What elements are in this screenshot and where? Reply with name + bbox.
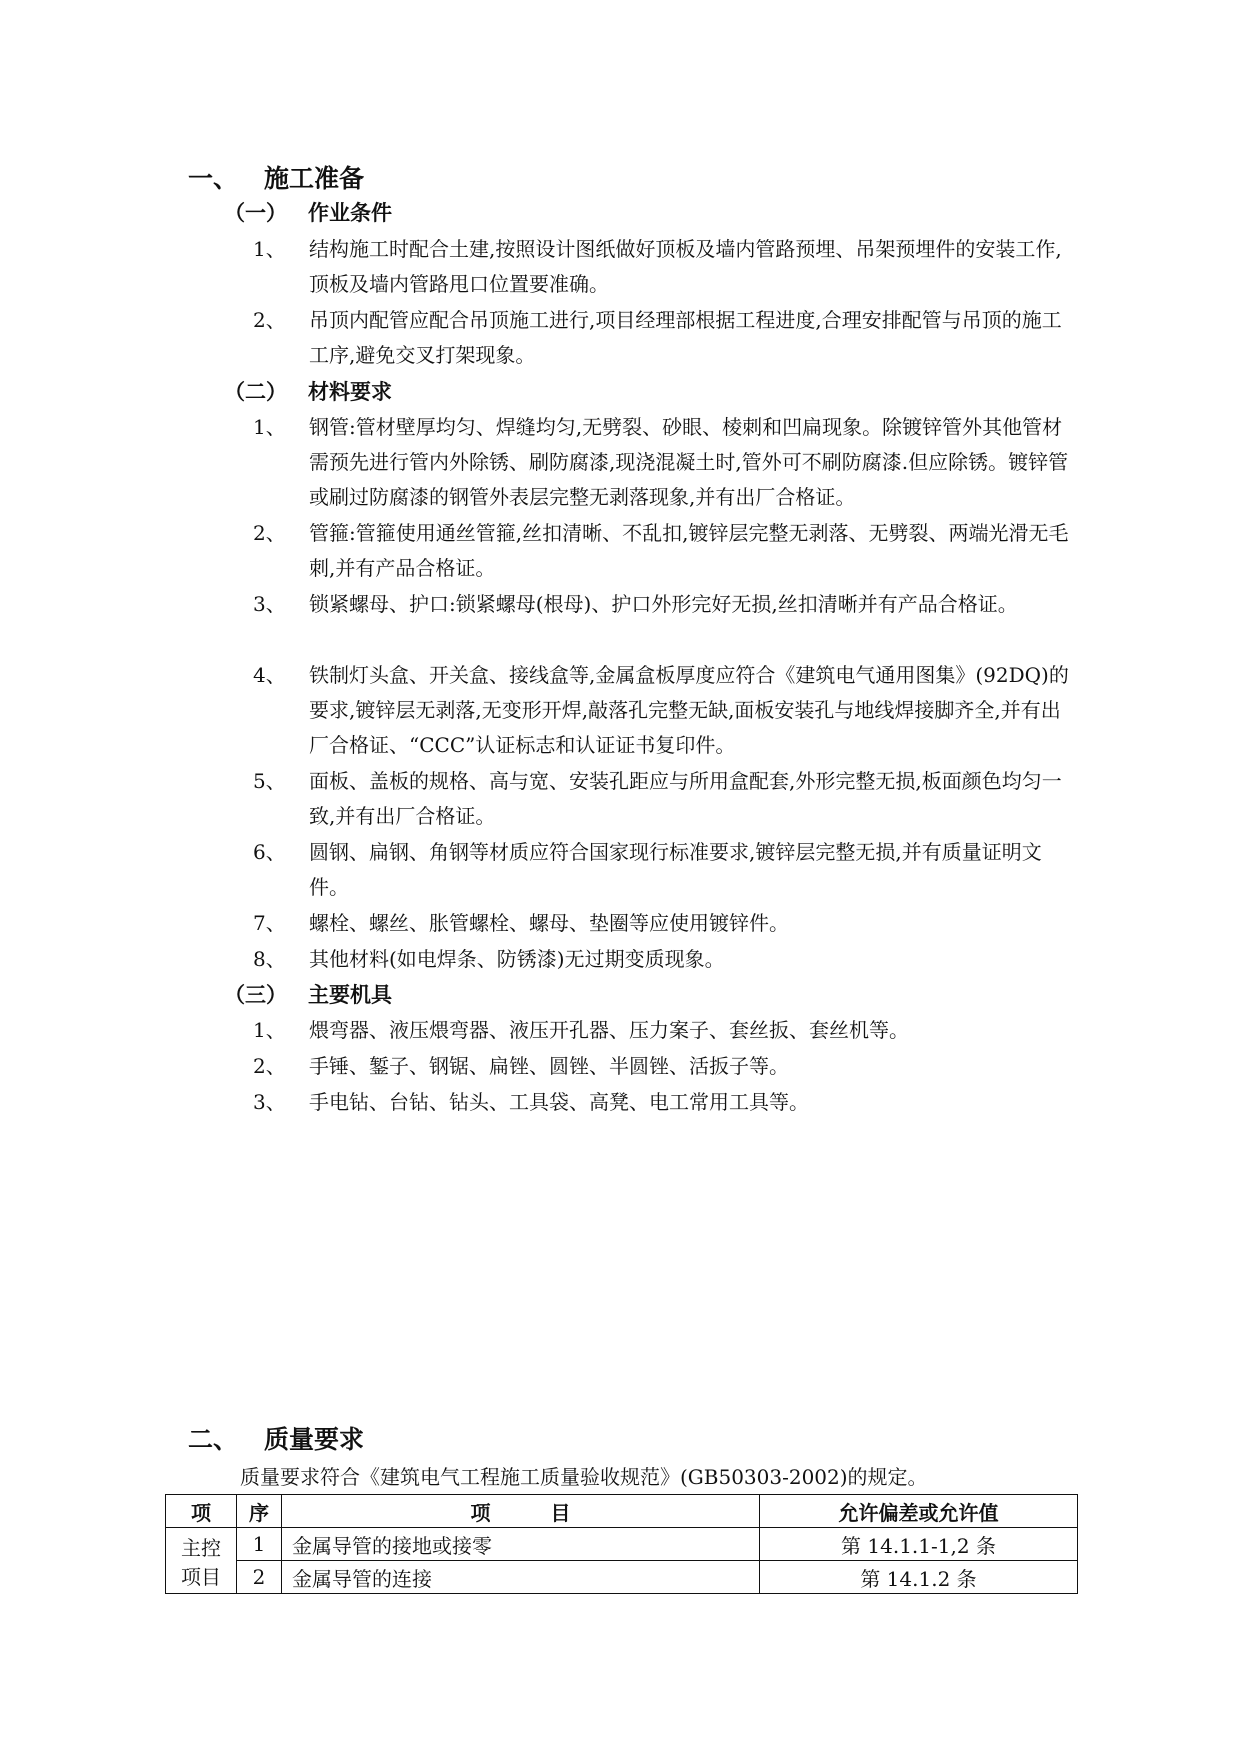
list-item — [253, 232, 1073, 302]
subsection-1-number: （一） — [224, 200, 287, 225]
section-1-heading — [188, 161, 364, 197]
list-item-text: 其他材料(如电焊条、防锈漆)无过期变质现象。 — [309, 947, 725, 971]
header-item: 项 目 — [282, 1495, 760, 1528]
quality-intro: 质量要求符合《建筑电气工程施工质量验收规范》(GB50303-2002)的规定。 — [240, 1465, 928, 1489]
subsection-2-number: （二） — [224, 379, 287, 404]
category-cell — [166, 1528, 237, 1594]
section-2-heading — [188, 1422, 364, 1458]
category-line-2: 项目 — [181, 1564, 221, 1589]
list-item-number: 1、 — [253, 1018, 286, 1042]
list-item — [253, 835, 1073, 905]
list-item-number: 3、 — [253, 592, 286, 616]
subsection-1-title: 作业条件 — [308, 200, 392, 225]
table-row — [166, 1528, 1078, 1561]
list-item-number: 2、 — [253, 521, 286, 545]
list-item-number: 2、 — [253, 1054, 286, 1078]
list-item — [253, 1085, 1073, 1120]
list-item — [253, 410, 1073, 515]
list-item-text: 手锤、錾子、钢锯、扁锉、圆锉、半圆锉、活扳子等。 — [309, 1054, 789, 1078]
list-item-number: 3、 — [253, 1090, 286, 1114]
list-item-text: 结构施工时配合土建,按照设计图纸做好顶板及墙内管路预埋、吊架预埋件的安装工作,顶板及墙内管路甩口位置要准确。 — [309, 237, 1062, 296]
subsection-3-number: （三） — [224, 982, 287, 1007]
list-item-text: 吊顶内配管应配合吊顶施工进行,项目经理部根据工程进度,合理安排配管与吊顶的施工工序,避免交叉打架现象。 — [309, 308, 1062, 367]
section-1-number: 一、 — [188, 164, 239, 193]
table-row — [166, 1561, 1078, 1594]
subsection-2-title: 材料要求 — [308, 379, 392, 404]
list-item-number: 8、 — [253, 947, 286, 971]
table-header-row — [166, 1495, 1078, 1528]
list-item — [253, 516, 1073, 586]
subsection-1-heading — [224, 196, 392, 230]
list-item-text: 螺栓、螺丝、胀管螺栓、螺母、垫圈等应使用镀锌件。 — [309, 911, 789, 935]
list-item — [253, 906, 1073, 941]
list-item — [253, 303, 1073, 373]
section-1-title: 施工准备 — [264, 164, 365, 193]
list-item — [253, 942, 1073, 977]
sequence-cell: 2 — [237, 1561, 282, 1594]
list-item-text: 面板、盖板的规格、高与宽、安装孔距应与所用盒配套,外形完整无损,板面颜色均匀一致,并有出厂合格证。 — [309, 769, 1062, 828]
header-category: 项 — [166, 1495, 237, 1528]
item-cell: 金属导管的连接 — [282, 1561, 760, 1594]
section-2-title: 质量要求 — [264, 1425, 365, 1454]
list-item-number: 5、 — [253, 769, 286, 793]
list-item-number: 7、 — [253, 911, 286, 935]
list-item-number: 1、 — [253, 415, 286, 439]
list-item-text: 手电钻、台钻、钻头、工具袋、高凳、电工常用工具等。 — [309, 1090, 809, 1114]
subsection-2-heading — [224, 375, 392, 409]
section-2-number: 二、 — [188, 1425, 239, 1454]
header-allowed-value: 允许偏差或允许值 — [760, 1495, 1078, 1528]
sequence-cell: 1 — [237, 1528, 282, 1561]
subsection-3-heading — [224, 978, 392, 1012]
list-item-number: 4、 — [253, 663, 286, 687]
list-item — [253, 587, 1073, 622]
list-item-number: 6、 — [253, 840, 286, 864]
list-item-text: 锁紧螺母、护口:锁紧螺母(根母)、护口外形完好无损,丝扣清晰并有产品合格证。 — [309, 592, 1018, 616]
list-item-text: 圆钢、扁钢、角钢等材质应符合国家现行标准要求,镀锌层完整无损,并有质量证明文件。 — [309, 840, 1042, 899]
list-item-number: 1、 — [253, 237, 286, 261]
header-sequence: 序 — [237, 1495, 282, 1528]
item-cell: 金属导管的接地或接零 — [282, 1528, 760, 1561]
list-item-text: 煨弯器、液压煨弯器、液压开孔器、压力案子、套丝扳、套丝机等。 — [309, 1018, 909, 1042]
value-cell: 第 14.1.2 条 — [760, 1561, 1078, 1594]
list-item-number: 2、 — [253, 308, 286, 332]
list-item — [253, 1049, 1073, 1084]
subsection-3-title: 主要机具 — [308, 982, 392, 1007]
list-item-text: 铁制灯头盒、开关盒、接线盒等,金属盒板厚度应符合《建筑电气通用图集》(92DQ)的要求,镀锌层无剥落,无变形开焊,敲落孔完整无缺,面板安装孔与地线焊接脚齐全,并有出厂合格证、“CCC”认证标志和认证证书复印件。 — [309, 663, 1069, 757]
list-item — [253, 764, 1073, 834]
value-cell: 第 14.1.1-1,2 条 — [760, 1528, 1078, 1561]
list-item-text: 管箍:管箍使用通丝管箍,丝扣清晰、不乱扣,镀锌层完整无剥落、无劈裂、两端光滑无毛刺,并有产品合格证。 — [309, 521, 1069, 580]
list-item — [253, 658, 1073, 763]
list-item-text: 钢管:管材壁厚均匀、焊缝均匀,无劈裂、砂眼、棱刺和凹扁现象。除镀锌管外其他管材需预先进行管内外除锈、刷防腐漆,现浇混凝土时,管外可不刷防腐漆.但应除锈。镀锌管或刷过防腐漆的钢管外表层完整无剥落现象,并有出厂合格证。 — [309, 415, 1069, 509]
quality-table — [165, 1494, 1078, 1594]
list-item — [253, 1013, 1073, 1048]
category-line-1: 主控 — [181, 1535, 221, 1560]
